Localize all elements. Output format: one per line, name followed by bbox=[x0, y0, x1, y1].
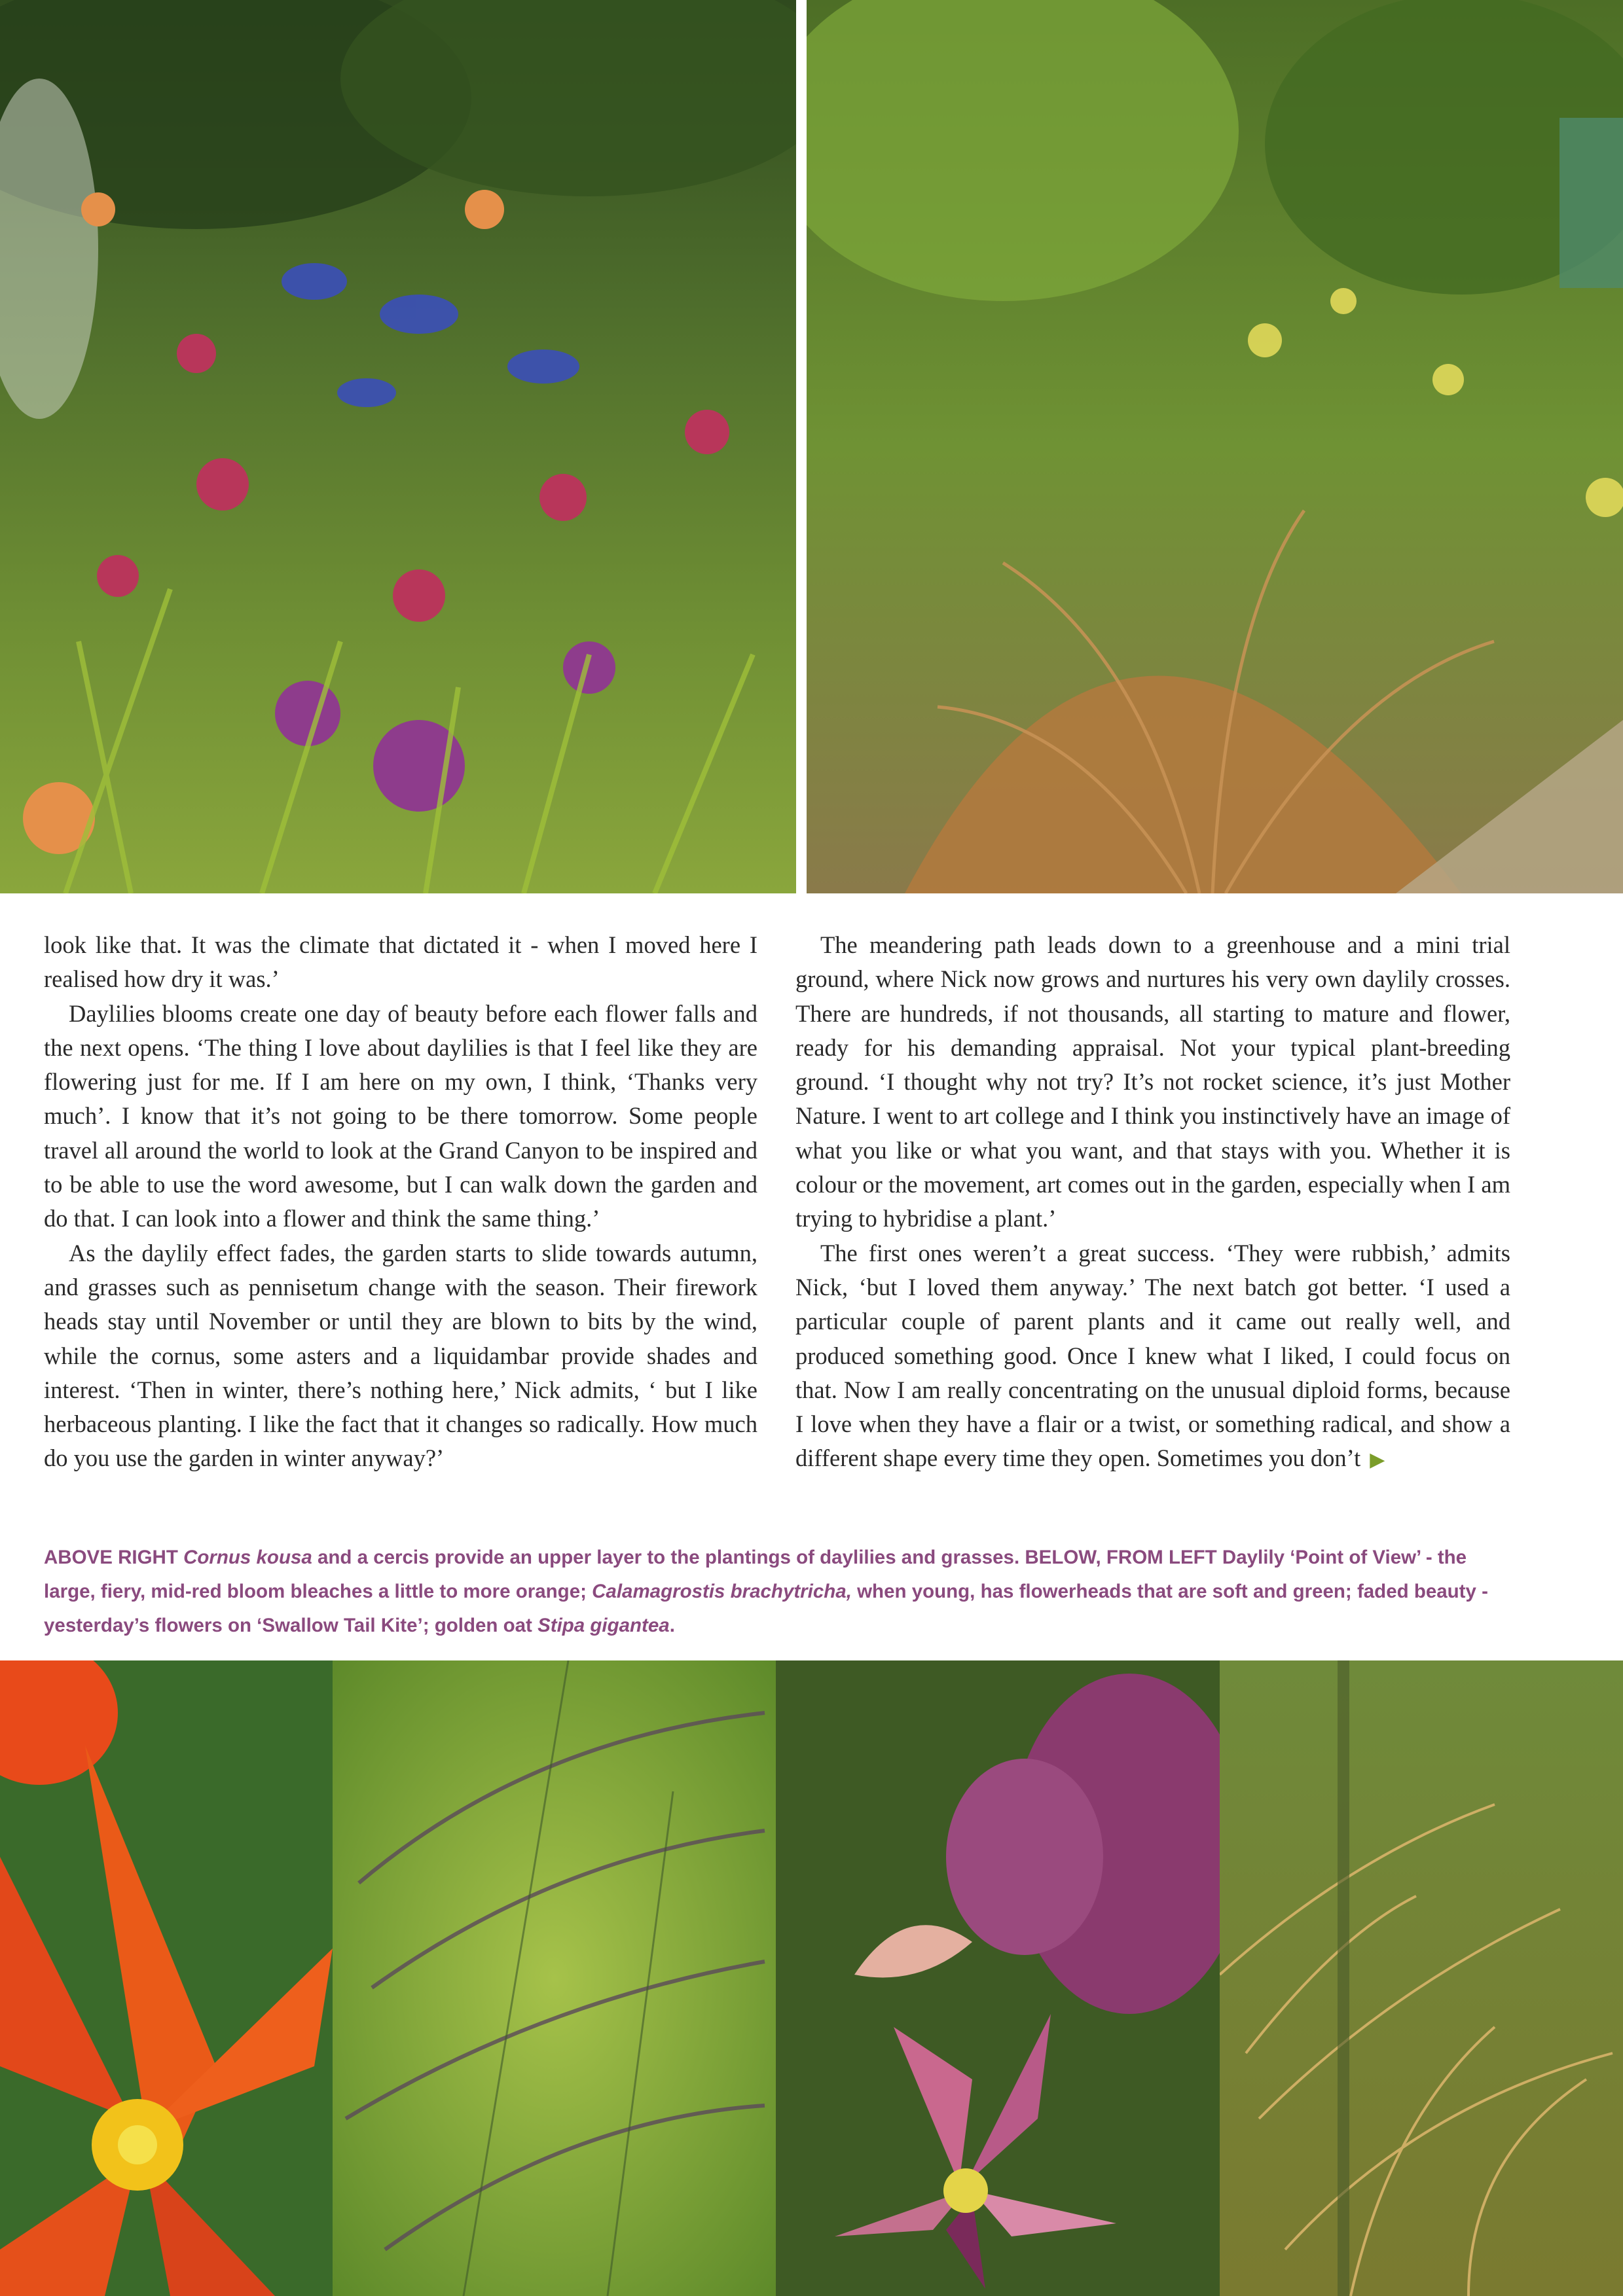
paragraph: As the daylily effect fades, the garden starts to slide towards autumn, and grasses such as pennisetum change with the season. Their firework heads stay until November or until they are blown to bits by the wind, while the cornus, some asters and a liquidambar provide shades and interest. ‘Then in winter, there’s nothing here,’ Nick admits, ‘ but I like herbaceous planting. I like the fact that it changes so radically. How much do you use the garden in winter anyway?’ bbox=[44, 1239, 757, 1472]
photo-swallow-tail-kite bbox=[776, 1660, 1220, 2296]
photo-stipa-gigantea bbox=[1220, 1660, 1623, 2296]
continue-arrow-icon: ▶ bbox=[1370, 1449, 1385, 1471]
photo-caption: ABOVE RIGHT Cornus kousa and a cercis provide an upper layer to the plantings of daylilies and grasses. BELOW, FROM LEFT Daylily ‘Point of View’ - the large, fiery, mid-red bloom bleaches a little to more orange; Calamagrostis brachytricha, when young, has flowerheads that are soft and green; faded beauty - yesterday’s flowers on ‘Swallow Tail Kite’; golden oat Stipa gigantea. bbox=[44, 1547, 1488, 1636]
article-column-left bbox=[44, 928, 757, 1476]
photo-calamagrostis bbox=[333, 1660, 776, 2296]
photo-grasses-path bbox=[807, 0, 1623, 893]
photo-daylily-point-of-view bbox=[0, 1660, 333, 2296]
photo-daylily-border bbox=[0, 0, 796, 893]
paragraph: The first ones weren’t a great success. ‘They were rubbish,’ admits Nick, ‘but I loved them anyway.’ The next batch got better. ‘I used a particular couple of parent plants and it came out really well, and produced something good. Once I knew what I liked, I could focus on that. Now I am really concentrating on the unusual diploid forms, because I love when they have a flair or a twist, or something radical, and show a different shape every time they open. Sometimes you don’t ▶ bbox=[795, 1239, 1510, 1472]
paragraph: Daylilies blooms create one day of beauty before each flower falls and the next opens. ‘The thing I love about daylilies is that I feel like they are flowering just for me. If I am here on my own, I think, ‘Thanks very much’. I know that it’s not going to be there tomorrow. Some people travel all around the world to look at the Grand Canyon to be inspired and to be able to use the word awesome, but I can walk down the garden and do that. I can look into a flower and think the same thing.’ bbox=[44, 999, 757, 1232]
paragraph: look like that. It was the climate that dictated it - when I moved here I realised how dry it was.’ bbox=[44, 931, 757, 993]
paragraph: The meandering path leads down to a greenhouse and a mini trial ground, where Nick now grows and nurtures his very own daylily crosses. There are hundreds, if not thousands, all starting to mature and flower, ready for his demanding appraisal. Not your typical plant-breeding ground. ‘I thought why not try? It’s not rocket science, it’s just Mother Nature. I went to art college and I think you instinctively have an image of what you like or what you want, and that stays with you. Whether it is colour or the movement, art comes out in the garden, especially when I am trying to hybridise a plant.’ bbox=[795, 931, 1510, 1232]
article-column-right bbox=[795, 928, 1510, 1478]
